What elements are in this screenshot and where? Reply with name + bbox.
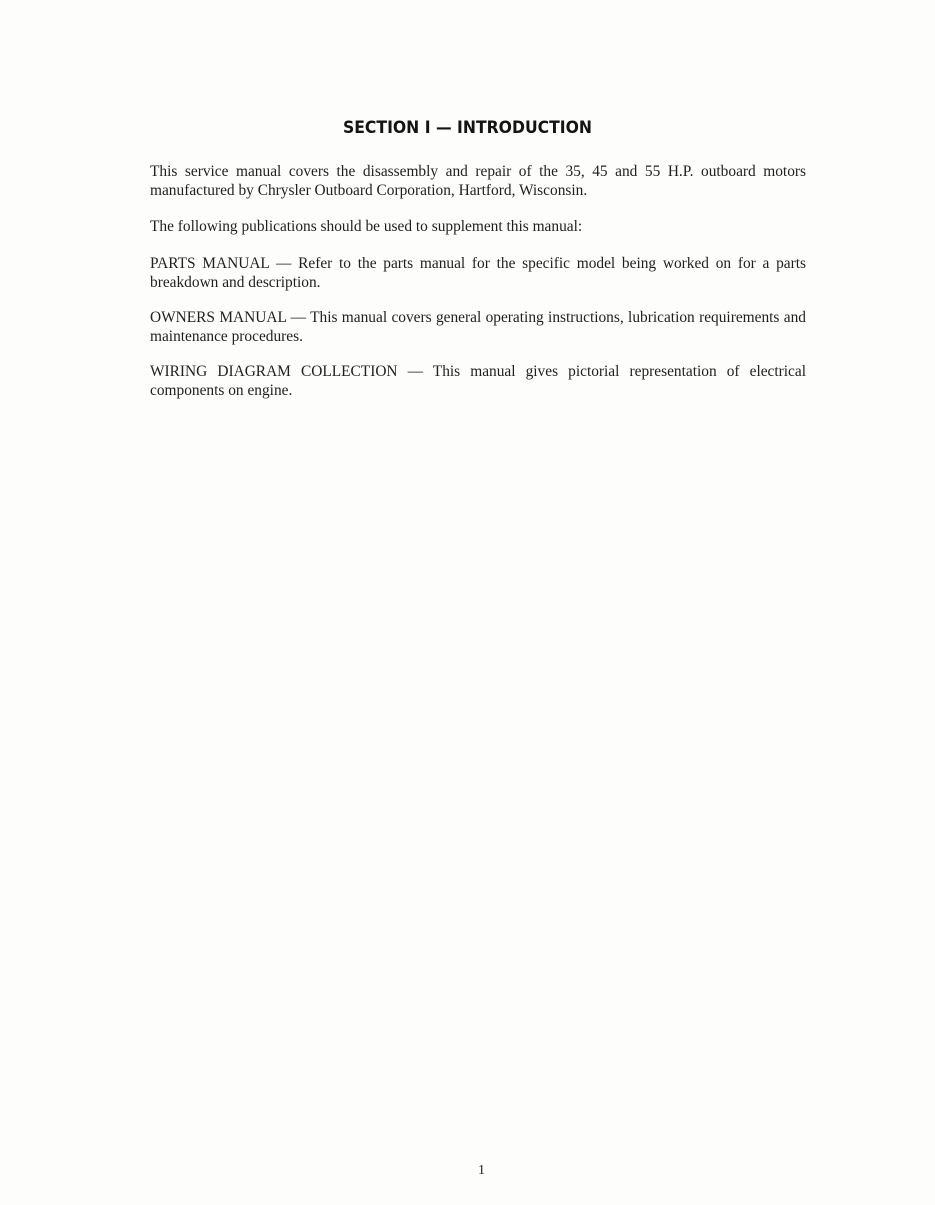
paragraph-text: OWNERS MANUAL — This manual covers general operating instructions, lubrication requirements and maintenance procedures.	[150, 309, 806, 345]
intro-paragraph	[150, 162, 806, 200]
paragraph-text: The following publications should be used to supplement this manual:	[150, 218, 583, 235]
parts-manual-paragraph	[150, 254, 806, 292]
supplement-paragraph	[150, 217, 806, 236]
paragraph-text: PARTS MANUAL — Refer to the parts manual for the specific model being worked on for a parts breakdown and description.	[150, 255, 806, 291]
wiring-diagram-paragraph	[150, 362, 806, 400]
page-number: 1	[478, 1163, 485, 1178]
section-heading: SECTION I — INTRODUCTION	[342, 118, 593, 138]
owners-manual-paragraph	[150, 308, 806, 346]
paragraph-text: This service manual covers the disassembly and repair of the 35, 45 and 55 H.P. outboard motors manufactured by Chrysler Outboard Corporation, Hartford, Wisconsin.	[150, 163, 806, 199]
paragraph-text: WIRING DIAGRAM COLLECTION — This manual gives pictorial representation of electrical components on engine.	[150, 363, 806, 399]
